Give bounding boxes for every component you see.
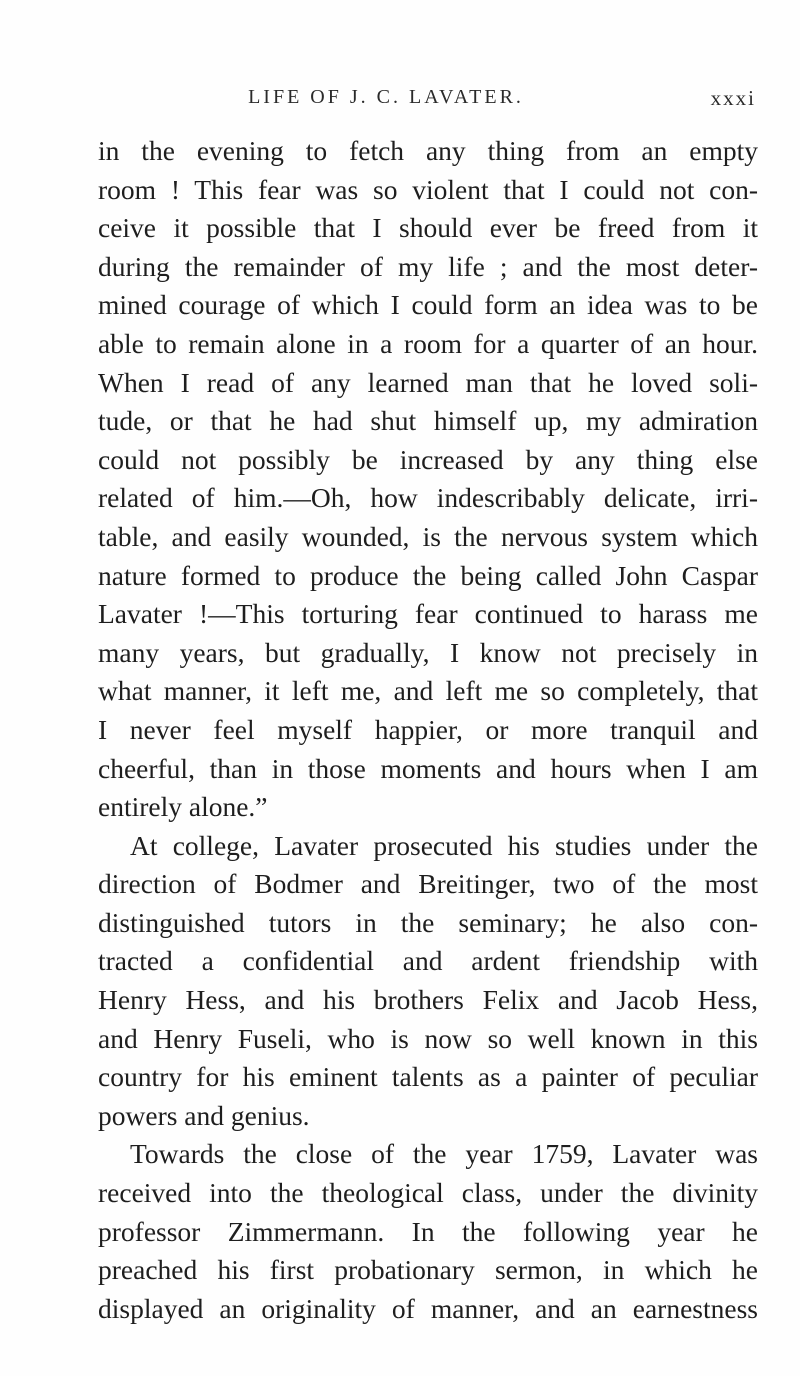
paragraph bbox=[98, 827, 758, 1136]
text-line: distinguished tutors in the seminary; he also con- bbox=[98, 906, 758, 938]
text-line: and Henry Fuseli, who is now so well known in this bbox=[98, 1022, 758, 1054]
text-line: Lavater !—This torturing fear continued to harass me bbox=[98, 598, 758, 630]
text-line: Henry Hess, and his brothers Felix and Jacob Hess, bbox=[98, 984, 758, 1016]
text-line: direction of Bodmer and Breitinger, two of the most bbox=[98, 868, 758, 900]
text-line: table, and easily wounded, is the nervous system which bbox=[98, 520, 758, 552]
text-line: ceive it possible that I should ever be freed from it bbox=[98, 212, 758, 244]
page-number: xxxi bbox=[710, 86, 756, 110]
text-line: could not possibly be increased by any thing else bbox=[98, 443, 758, 475]
paragraph bbox=[98, 1135, 758, 1328]
text-line: professor Zimmermann. In the following year he bbox=[98, 1215, 758, 1247]
text-line: nature formed to produce the being called John Caspar bbox=[98, 559, 758, 591]
text-line: When I read of any learned man that he loved soli- bbox=[98, 366, 758, 398]
text-line: room ! This fear was so violent that I could not con- bbox=[98, 173, 758, 205]
text-line: mined courage of which I could form an idea was to be bbox=[98, 289, 758, 321]
text-line: received into the theological class, under the divinity bbox=[98, 1177, 758, 1209]
text-line: what manner, it left me, and left me so completely, that bbox=[98, 675, 758, 707]
paragraph bbox=[98, 132, 758, 827]
text-line: displayed an originality of manner, and an earnestness bbox=[98, 1292, 758, 1324]
text-line: powers and genius. bbox=[98, 1099, 310, 1131]
text-line: able to remain alone in a room for a quarter of an hour. bbox=[98, 327, 758, 359]
text-line: in the evening to fetch any thing from an empty bbox=[98, 135, 758, 166]
text-line: I never feel myself happier, or more tranquil and bbox=[98, 713, 758, 745]
text-line: preached his first probationary sermon, in which he bbox=[98, 1254, 758, 1286]
text-line: Towards the close of the year 1759, Lavater was bbox=[130, 1138, 758, 1170]
text-line: At college, Lavater prosecuted his studies under the bbox=[130, 829, 758, 861]
text-line: related of him.—Oh, how indescribably delicate, irri- bbox=[98, 482, 758, 514]
text-line: tracted a confidential and ardent friendship with bbox=[98, 945, 758, 977]
body-text bbox=[98, 132, 758, 1328]
text-line: country for his eminent talents as a painter of peculiar bbox=[98, 1061, 758, 1093]
running-title: LIFE OF J. C. LAVATER. bbox=[248, 86, 524, 108]
text-line: entirely alone.” bbox=[98, 791, 268, 823]
running-head bbox=[0, 86, 800, 116]
text-line: cheerful, than in those moments and hours when I am bbox=[98, 752, 758, 784]
text-line: during the remainder of my life ; and the most deter- bbox=[98, 250, 758, 282]
text-line: tude, or that he had shut himself up, my admiration bbox=[98, 405, 758, 437]
text-line: many years, but gradually, I know not precisely in bbox=[98, 636, 758, 668]
